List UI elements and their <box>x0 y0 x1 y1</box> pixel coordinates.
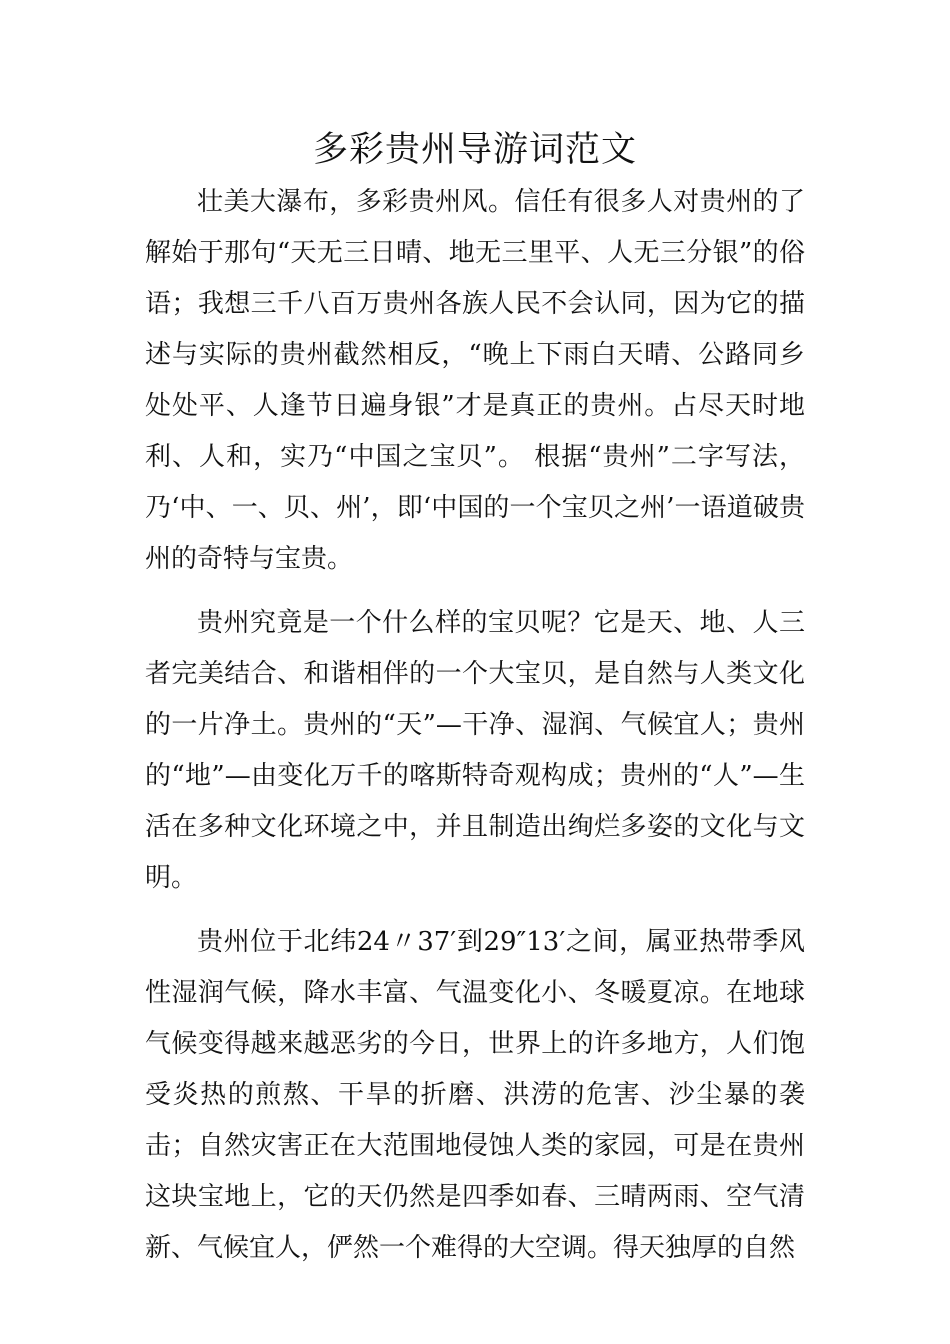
paragraph-3: 贵州位于北纬24〃37′到29″13′之间，属亚热带季风性湿润气候，降水丰富、气温变化小、冬暖夏凉。在地球气候变得越来越恶劣的今日，世界上的许多地方，人们饱受炎热的煎熬、干旱的折磨、洪涝的危害、沙尘暴的袭击；自然灾害正在大范围地侵蚀人类的家园，可是在贵州这块宝地上，它的天仍然是四季如春、三晴两雨、空气清新、气候宜人，俨然一个难得的大空调。得天独厚的自然 <box>145 927 805 1263</box>
paragraph-2: 贵州究竟是一个什么样的宝贝呢？它是天、地、人三者完美结合、和谐相伴的一个大宝贝，是自然与人类文化的一片净土。贵州的“天”—干净、湿润、气候宜人；贵州的“地”—由变化万千的喀斯特奇观构成；贵州的“人”—生活在多种文化环境之中，并且制造出绚烂多姿的文化与文明。 <box>145 608 805 893</box>
paragraph-1: 壮美大瀑布，多彩贵州风。信任有很多人对贵州的了解始于那句“天无三日晴、地无三里平、人无三分银”的俗语；我想三千八百万贵州各族人民不会认同，因为它的描述与实际的贵州截然相反，“晚上下雨白天晴、公路同乡处处平、人逢节日遍身银”才是真正的贵州。占尽天时地利、人和，实乃“中国之宝贝”。 根据“贵州”二字写法，乃‘中、一、贝、州’，即‘中国的一个宝贝之州’一语道破贵州的奇特与宝贵。 <box>145 187 805 574</box>
document-title: 多彩贵州导游词范文 <box>312 130 637 170</box>
document-body <box>145 177 805 1287</box>
